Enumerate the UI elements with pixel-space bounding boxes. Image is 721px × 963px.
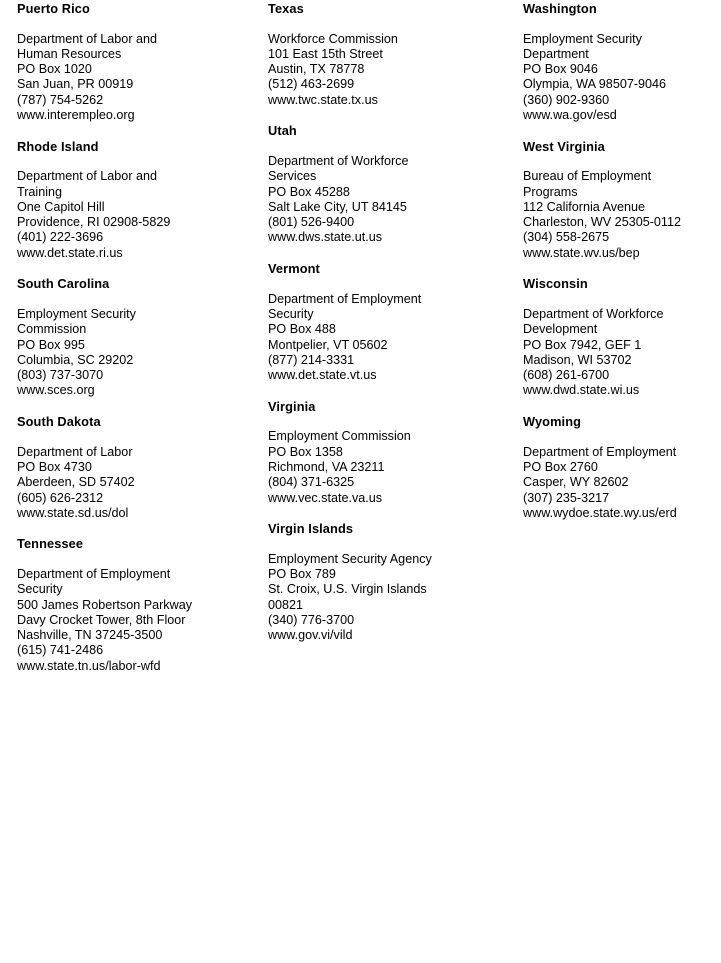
address-line: Charleston, WV 25305-0112	[523, 215, 681, 230]
state-name-heading: Tennessee	[17, 536, 84, 552]
website-url-text: www.gov.vi/vild	[268, 628, 353, 643]
state-name-heading: Wyoming	[523, 414, 582, 430]
address-line: Employment Security Agency	[268, 551, 432, 566]
state-entry	[523, 1, 721, 123]
address-line: San Juan, PR 00919	[17, 77, 134, 92]
address-line: Security	[17, 582, 63, 597]
address-line: Services	[268, 169, 317, 184]
address-line: (608) 261-6700	[523, 368, 610, 383]
website-url-text: www.dwd.state.wi.us	[523, 383, 640, 398]
website-url-text: www.dws.state.ut.us	[268, 230, 383, 245]
address-line: Security	[268, 306, 314, 321]
address-line: (615) 741-2486	[17, 643, 104, 658]
website-url-text: www.sces.org	[17, 383, 95, 398]
state-entry	[17, 139, 263, 261]
address-line: Human Resources	[17, 46, 122, 61]
address-line: PO Box 1020	[17, 62, 92, 77]
state-entry	[268, 1, 518, 108]
address-line: Department of Labor and	[17, 169, 158, 184]
website-url-text: www.interempleo.org	[17, 108, 135, 123]
website-url-text: www.wydoe.state.wy.us/erd	[523, 505, 677, 520]
state-name-heading: South Carolina	[17, 276, 110, 292]
state-name-heading: Utah	[268, 123, 297, 139]
state-entry	[17, 1, 263, 123]
address-line: Austin, TX 78778	[268, 62, 365, 77]
address-line: Department of Employment	[523, 444, 677, 459]
address-line: Department of Labor and	[17, 31, 158, 46]
address-line: PO Box 45288	[268, 184, 350, 199]
address-line: Development	[523, 322, 598, 337]
website-url-text: www.twc.state.tx.us	[268, 92, 378, 107]
address-line: Bureau of Employment	[523, 169, 652, 184]
state-name-heading: Vermont	[268, 261, 320, 277]
address-line: Commission	[17, 322, 87, 337]
address-line: St. Croix, U.S. Virgin Islands	[268, 582, 427, 597]
address-line: PO Box 9046	[523, 62, 598, 77]
address-line: Madison, WI 53702	[523, 352, 632, 367]
address-line: PO Box 7942, GEF 1	[523, 337, 642, 352]
state-entry	[17, 414, 263, 521]
address-line: (360) 902-9360	[523, 92, 610, 107]
address-line: Department of Employment	[17, 566, 171, 581]
address-line: (803) 737-3070	[17, 368, 104, 383]
state-entry	[523, 276, 721, 398]
state-name-heading: Rhode Island	[17, 138, 99, 154]
address-line: Employment Commission	[268, 429, 411, 444]
address-line: Nashville, TN 37245-3500	[17, 628, 163, 643]
address-line: Department of Labor	[17, 444, 133, 459]
address-line: One Capitol Hill	[17, 199, 105, 214]
website-url-text: www.wa.gov/esd	[523, 108, 617, 123]
state-entry	[523, 414, 721, 521]
address-line: Salt Lake City, UT 84145	[268, 199, 407, 214]
state-name-heading: Wisconsin	[523, 276, 588, 292]
address-line: (801) 526-9400	[268, 215, 355, 230]
website-url-text: www.det.state.ri.us	[17, 245, 123, 260]
state-name-heading: Virginia	[268, 398, 316, 414]
state-entry	[268, 123, 518, 245]
directory-column-1	[17, 1, 263, 689]
state-entry	[17, 276, 263, 398]
address-line: Department of Employment	[268, 291, 422, 306]
directory-column-2	[268, 1, 518, 659]
website-url-text: www.vec.state.va.us	[268, 490, 383, 505]
state-entry	[523, 139, 721, 261]
state-name-heading: Texas	[268, 1, 304, 16]
address-line: Aberdeen, SD 57402	[17, 475, 135, 490]
address-line: PO Box 2760	[523, 459, 598, 474]
address-line: Providence, RI 02908-5829	[17, 215, 171, 230]
state-name-heading: South Dakota	[17, 414, 101, 430]
address-line: Employment Security	[523, 31, 642, 46]
address-line: Programs	[523, 184, 578, 199]
address-line: (605) 626-2312	[17, 490, 104, 505]
state-name-heading: West Virginia	[523, 138, 605, 154]
address-line: (307) 235-3217	[523, 490, 610, 505]
website-url-text: www.det.state.vt.us	[268, 368, 377, 383]
address-line: Casper, WY 82602	[523, 475, 629, 490]
state-name-heading: Virgin Islands	[268, 521, 354, 537]
website-url-text: www.state.tn.us/labor-wfd	[17, 658, 161, 673]
address-line: 500 James Robertson Parkway	[17, 597, 192, 612]
address-line: PO Box 789	[268, 566, 336, 581]
state-name-heading: Washington	[523, 1, 597, 16]
address-line: PO Box 4730	[17, 459, 92, 474]
state-entry	[268, 399, 518, 506]
address-line: (401) 222-3696	[17, 230, 104, 245]
directory-column-3	[523, 1, 721, 536]
address-line: PO Box 1358	[268, 444, 343, 459]
address-line: (512) 463-2699	[268, 77, 355, 92]
address-line: (304) 558-2675	[523, 230, 610, 245]
address-line: (877) 214-3331	[268, 352, 355, 367]
address-line: Workforce Commission	[268, 31, 398, 46]
state-entry	[17, 536, 263, 674]
state-name-heading: Puerto Rico	[17, 1, 90, 16]
address-line: PO Box 995	[17, 337, 85, 352]
address-line: Davy Crocket Tower, 8th Floor	[17, 612, 186, 627]
state-entry	[268, 261, 518, 383]
address-line: Montpelier, VT 05602	[268, 337, 388, 352]
website-url-text: www.state.sd.us/dol	[17, 505, 129, 520]
address-line: Department of Workforce	[268, 153, 409, 168]
address-line: Columbia, SC 29202	[17, 352, 134, 367]
address-line: Department of Workforce	[523, 306, 664, 321]
address-line: PO Box 488	[268, 322, 336, 337]
address-line: (787) 754-5262	[17, 92, 104, 107]
address-line: (804) 371-6325	[268, 475, 355, 490]
state-entry	[268, 521, 518, 643]
address-line: Employment Security	[17, 306, 136, 321]
website-url-text: www.state.wv.us/bep	[523, 245, 640, 260]
address-line: Richmond, VA 23211	[268, 459, 385, 474]
address-line: Training	[17, 184, 63, 199]
address-line: Olympia, WA 98507-9046	[523, 77, 667, 92]
address-line: 112 California Avenue	[523, 199, 646, 214]
address-line: (340) 776-3700	[268, 612, 355, 627]
address-line: 101 East 15th Street	[268, 46, 383, 61]
address-line: Department	[523, 46, 589, 61]
address-line: 00821	[268, 597, 304, 612]
